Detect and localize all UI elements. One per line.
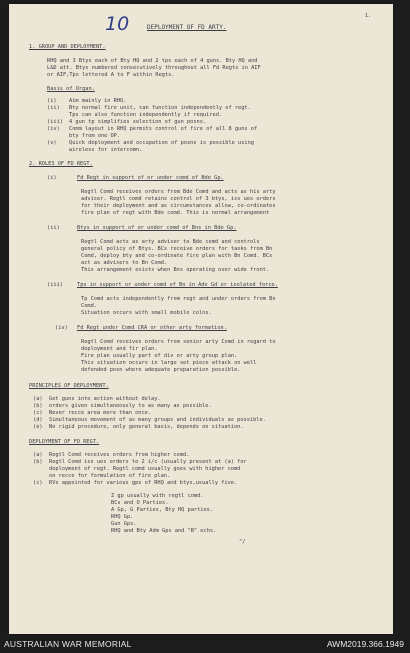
section-heading: 1. GROUP AND DEPLOYMENT. xyxy=(29,44,106,50)
role-line: Regtl Comd acts as arty adviser to Bde comd and controls xyxy=(81,239,260,245)
role-number: (iv) xyxy=(55,325,68,331)
role-line: Fire plan usually part of div or arty group plan. xyxy=(81,353,238,359)
role-heading: Fd Regt in support of or under comd of Bde Gp. xyxy=(77,175,224,181)
role-number: (ii) xyxy=(47,225,60,231)
deploy-text: on recce for formulation of fire plan. xyxy=(49,473,171,479)
section-heading: DEPLOYMENT OF FD REGT. xyxy=(29,439,100,445)
principle-text: Get guns into action without delay. xyxy=(49,396,161,402)
item-number: (iv) xyxy=(47,126,60,132)
principle-text: No rigid procedure, only general basis, depends on situation. xyxy=(49,424,244,430)
group-line: Gun Gps. xyxy=(111,521,137,527)
item-text: Comm layout in RHQ permits control of fire of all 8 guns of xyxy=(69,126,258,132)
item-text: Bty normal fire unit, can function independently of regt. xyxy=(69,105,251,111)
principle-text: Simultaneous movement of as many groups and individuals as possible. xyxy=(49,417,266,423)
role-line: adviser. Regtl comd retains control of 3 btys, iss ues orders xyxy=(81,196,276,202)
role-line: defended posn where adequate preparation possible. xyxy=(81,367,241,373)
section-heading: PRINCIPLES OF DEPLOYMENT. xyxy=(29,383,109,389)
sub-heading: Basis of Organ. xyxy=(47,86,95,92)
body-line: RHQ and 3 Btys each of Bty HQ and 2 tps each of 4 guns. Bty HQ and xyxy=(47,58,258,64)
role-line: Tp Comd acts independently from regt and under orders from Bn xyxy=(81,296,276,302)
item-number: (v) xyxy=(47,140,57,146)
item-text: Tps can also function independently if required. xyxy=(69,112,223,118)
item-text: Quick deployment and occupation of posns is possible using xyxy=(69,140,254,146)
role-line: for their deployment and as circumstances allow, co-ordinates xyxy=(81,203,276,209)
role-line: Situation occurs with small mobile colns. xyxy=(81,310,212,316)
group-line: A Gp, G Parties, Bty HQ parties. xyxy=(111,507,214,513)
footer-catalogue-number: AWM2019.366.1949 xyxy=(326,639,404,649)
footer-bar xyxy=(0,636,410,653)
document-title: DEPLOYMENT OF FD ARTY. xyxy=(147,24,227,31)
deploy-number: (c) xyxy=(33,480,43,486)
role-line: Comd, deploy bty and co-ordinate fire plan with Bn Comd. BCs xyxy=(81,253,273,259)
principle-text: Never recce area more than once. xyxy=(49,410,152,416)
item-text: bty from one OP. xyxy=(69,133,121,139)
document-page xyxy=(9,4,393,634)
role-line: act as advisers to Bn Comd. xyxy=(81,260,168,266)
role-line: This situation occurs in large set piece attack on well xyxy=(81,360,257,366)
principle-text: orders given simultaneously to as many as possible. xyxy=(49,403,212,409)
section-heading: 2. ROLES OF FD REGT. xyxy=(29,161,93,167)
deploy-text: RVs appointed for various gps of RHQ and btys,usually five. xyxy=(49,480,238,486)
item-number: (ii) xyxy=(47,105,60,111)
group-line: Z gp usually with regtl comd. xyxy=(111,493,204,499)
principle-number: (a) xyxy=(33,396,43,402)
role-line: general policy of Btys. BCs receive orders for tasks from Bn xyxy=(81,246,273,252)
footer-institution: AUSTRALIAN WAR MEMORIAL xyxy=(4,639,132,649)
body-line: L&D att. Btys numbered consecutively throughout all Fd Regts in AIF xyxy=(47,65,261,71)
role-number: (iii) xyxy=(47,282,63,288)
item-text: 4 gun tp simplifies selection of gun posns. xyxy=(69,119,207,125)
role-line: Regtl Comd receives orders from senior arty Comd in regard to xyxy=(81,339,276,345)
principle-number: (d) xyxy=(33,417,43,423)
group-line: RHQ and Bty Adm Gps and "B" echs. xyxy=(111,528,217,534)
deploy-text: deployment of regt. Regtl comd usually goes with higher comd xyxy=(49,466,241,472)
deploy-text: Regtl Comd iss ues orders to 2 i/c (usually present at (a) for xyxy=(49,459,247,465)
role-line: deployment and fir plan. xyxy=(81,346,158,352)
role-number: (i) xyxy=(47,175,57,181)
principle-number: (b) xyxy=(33,403,43,409)
item-number: (i) xyxy=(47,98,57,104)
role-heading: Btys in support of or under comd of Bns in Bde Gp. xyxy=(77,225,237,231)
body-line: or AIF,Tps lettered A to F within Regts. xyxy=(47,72,175,78)
group-line: RHQ Gp. xyxy=(111,514,134,520)
role-heading: Tps in support or under comd of Bn in Adv Gd or isolated force. xyxy=(77,282,278,288)
role-line: Regtl Comd receives orders from Bde Comd and acts as his arty xyxy=(81,189,276,195)
handwritten-page-number: 10 xyxy=(105,13,130,35)
role-line: This arrangement exists when Bns operating over wide front. xyxy=(81,267,270,273)
principle-number: (c) xyxy=(33,410,43,416)
deploy-number: (a) xyxy=(33,452,43,458)
role-line: fire plan of regt with Bde comd. This is normal arrangement xyxy=(81,210,270,216)
corner-mark: 1. xyxy=(365,13,372,19)
item-number: (iii) xyxy=(47,119,63,125)
end-mark: "/ xyxy=(239,539,246,545)
deploy-text: Regtl Comd receives orders from higher comd. xyxy=(49,452,190,458)
item-text: Aim mainly in RHQ. xyxy=(69,98,127,104)
item-text: wireless for intercomn. xyxy=(69,147,143,153)
principle-number: (e) xyxy=(33,424,43,430)
role-line: Comd. xyxy=(81,303,97,309)
group-line: BCs and O Parties. xyxy=(111,500,169,506)
role-heading: Fd Regt under Comd CRA or other arty formation. xyxy=(77,325,227,331)
deploy-number: (b) xyxy=(33,459,43,465)
